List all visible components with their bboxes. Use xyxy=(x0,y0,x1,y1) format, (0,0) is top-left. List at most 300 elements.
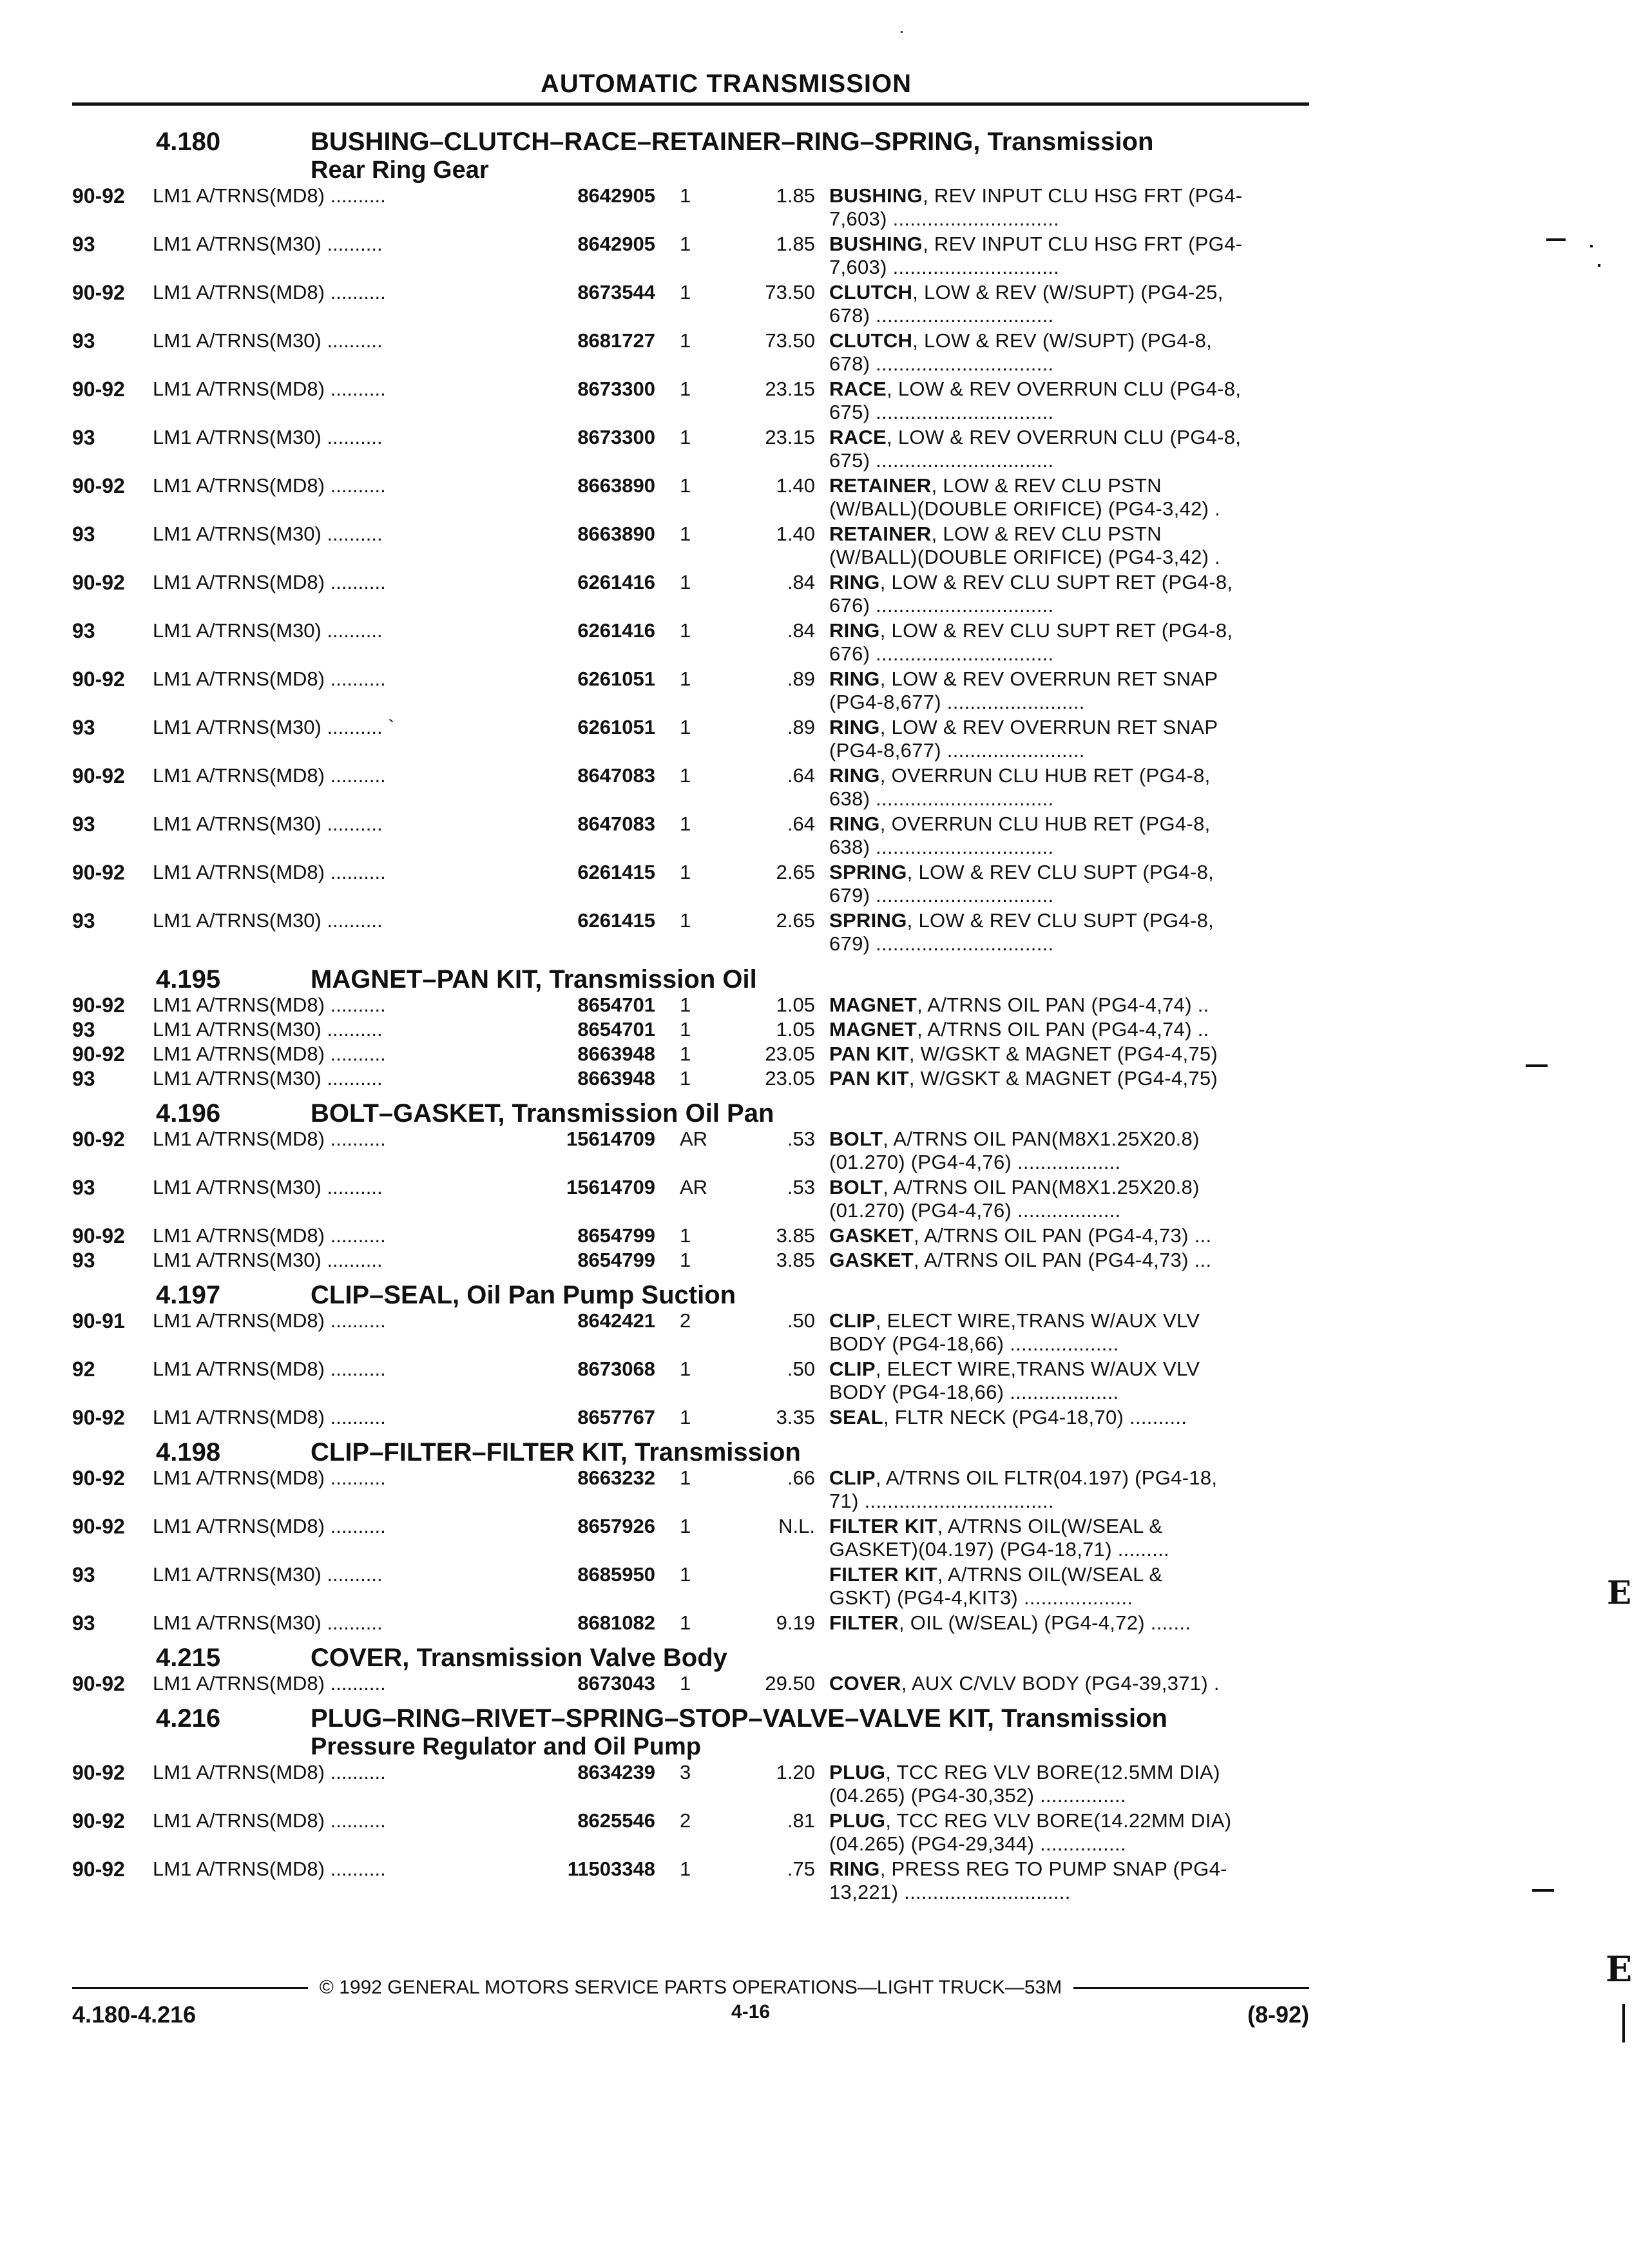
part-name: RING xyxy=(829,812,880,835)
application: LM1 A/TRNS(M30) .......... xyxy=(153,1563,383,1586)
section-number: 4.198 xyxy=(156,1438,221,1466)
application: LM1 A/TRNS(M30) .......... xyxy=(153,909,383,932)
part-name: SPRING xyxy=(829,861,907,883)
section-number: 4.195 xyxy=(156,965,221,994)
quantity: 1 xyxy=(680,1018,691,1041)
model-year: 93 xyxy=(72,523,95,546)
model-year: 90-92 xyxy=(72,1128,125,1151)
part-row xyxy=(72,1563,1335,1611)
part-row xyxy=(72,764,1335,812)
application: LM1 A/TRNS(M30) .......... xyxy=(153,233,383,255)
part-number: 8654799 xyxy=(577,1249,655,1271)
price: .66 xyxy=(787,1466,815,1489)
part-row xyxy=(72,426,1335,474)
part-name: FILTER xyxy=(829,1611,899,1634)
part-description xyxy=(829,1043,1335,1066)
quantity: 1 xyxy=(680,281,691,303)
part-detail: , A/TRNS OIL PAN (PG4-4,73) ... xyxy=(913,1224,1212,1247)
part-row xyxy=(72,1761,1335,1809)
price: 2.65 xyxy=(776,861,815,883)
section-title: MAGNET–PAN KIT, Transmission Oil xyxy=(311,965,757,994)
part-name: PLUG xyxy=(829,1809,886,1832)
part-detail: , LOW & REV CLU SUPT (PG4-8, 679) ............................... xyxy=(829,909,1214,955)
price: 73.50 xyxy=(765,281,815,303)
part-name: RING xyxy=(829,716,880,738)
section-heading xyxy=(72,1281,1335,1309)
model-year: 90-92 xyxy=(72,1466,125,1490)
part-name: RACE xyxy=(829,378,887,400)
part-detail: , LOW & REV OVERRUN RET SNAP (PG4-8,677) ........................ xyxy=(829,668,1218,713)
price: 73.50 xyxy=(765,329,815,352)
quantity: 1 xyxy=(680,523,691,545)
part-row xyxy=(72,1249,1335,1273)
part-number: 8663232 xyxy=(577,1466,655,1489)
application: LM1 A/TRNS(M30) .......... xyxy=(153,1611,383,1634)
part-name: CLIP xyxy=(829,1309,876,1332)
quantity: 3 xyxy=(680,1761,691,1783)
part-name: RACE xyxy=(829,426,887,448)
model-year: 90-92 xyxy=(72,474,125,497)
section-title: BUSHING–CLUTCH–RACE–RETAINER–RING–SPRING, Transmission xyxy=(311,128,1154,156)
part-description xyxy=(829,1809,1335,1856)
part-description xyxy=(829,1128,1335,1174)
price: .64 xyxy=(787,812,815,835)
part-description xyxy=(829,1858,1335,1904)
part-number: 8663890 xyxy=(577,523,655,545)
speck-mark xyxy=(901,31,903,33)
section-title: BOLT–GASKET, Transmission Oil Pan xyxy=(311,1099,774,1128)
application: LM1 A/TRNS(M30) .......... xyxy=(153,1018,383,1041)
part-detail: , TCC REG VLV BORE(12.5MM DIA) (04.265) (PG4-30,352) ............... xyxy=(829,1761,1220,1807)
part-name: BOLT xyxy=(829,1128,883,1150)
part-row xyxy=(72,1043,1335,1067)
price: .84 xyxy=(787,619,815,642)
quantity: 1 xyxy=(680,1466,691,1489)
part-name: SPRING xyxy=(829,909,907,932)
application: LM1 A/TRNS(M30) .......... xyxy=(153,619,383,642)
quantity: 1 xyxy=(680,668,691,690)
edge-letter: E xyxy=(1607,1573,1632,1611)
part-name: FILTER KIT xyxy=(829,1563,937,1586)
part-name: RING xyxy=(829,619,880,642)
part-name: CLUTCH xyxy=(829,281,913,303)
part-name: SEAL xyxy=(829,1406,883,1428)
application: LM1 A/TRNS(MD8) .......... xyxy=(153,994,386,1016)
margin-dot xyxy=(1590,245,1593,247)
application: LM1 A/TRNS(MD8) .......... xyxy=(153,571,386,593)
part-row xyxy=(72,1672,1335,1696)
application: LM1 A/TRNS(M30) .......... xyxy=(153,1067,383,1090)
price: .84 xyxy=(787,571,815,593)
quantity: 1 xyxy=(680,1611,691,1634)
part-detail: , FLTR NECK (PG4-18,70) .......... xyxy=(883,1406,1187,1428)
part-number: 6261051 xyxy=(577,668,655,690)
quantity: 2 xyxy=(680,1309,691,1332)
part-row xyxy=(72,474,1335,523)
part-description xyxy=(829,474,1335,521)
part-row xyxy=(72,1176,1335,1224)
part-number: 8647083 xyxy=(577,764,655,787)
model-year: 93 xyxy=(72,1176,95,1199)
part-description xyxy=(829,1466,1335,1513)
application: LM1 A/TRNS(M30) .......... ` xyxy=(153,716,395,738)
quantity: 1 xyxy=(680,1067,691,1090)
part-name: FILTER KIT xyxy=(829,1515,937,1537)
price: 1.20 xyxy=(776,1761,815,1783)
part-number: 8634239 xyxy=(577,1761,655,1783)
part-name: RING xyxy=(829,1858,880,1880)
part-description xyxy=(829,812,1335,859)
model-year: 90-92 xyxy=(72,764,125,787)
part-row xyxy=(72,571,1335,619)
quantity: 1 xyxy=(680,994,691,1016)
part-detail: , LOW & REV CLU SUPT RET (PG4-8, 676) ............................... xyxy=(829,619,1233,665)
part-number: 6261051 xyxy=(577,716,655,738)
part-name: MAGNET xyxy=(829,994,917,1016)
part-number: 6261415 xyxy=(577,861,655,883)
quantity: 1 xyxy=(680,1672,691,1695)
edge-letter: E xyxy=(1606,1948,1632,1990)
part-number: 8685950 xyxy=(577,1563,655,1586)
quantity: 1 xyxy=(680,764,691,787)
quantity: 1 xyxy=(680,909,691,932)
part-row xyxy=(72,1611,1335,1636)
edge-bar xyxy=(1622,2004,1625,2042)
part-number: 8673068 xyxy=(577,1358,655,1380)
model-year: 90-92 xyxy=(72,1515,125,1538)
part-description xyxy=(829,619,1335,666)
model-year: 93 xyxy=(72,1249,95,1272)
quantity: 1 xyxy=(680,426,691,448)
part-detail: , LOW & REV CLU PSTN (W/BALL)(DOUBLE ORIFICE) (PG4-3,42) . xyxy=(829,523,1221,568)
part-name: RING xyxy=(829,764,880,787)
section-number: 4.215 xyxy=(156,1644,221,1672)
application: LM1 A/TRNS(MD8) .......... xyxy=(153,764,386,787)
part-name: BOLT xyxy=(829,1176,883,1198)
part-description xyxy=(829,909,1335,956)
part-description xyxy=(829,764,1335,811)
part-detail: , W/GSKT & MAGNET (PG4-4,75) xyxy=(908,1067,1218,1090)
part-description xyxy=(829,1406,1335,1429)
application: LM1 A/TRNS(M30) .......... xyxy=(153,1249,383,1271)
part-description xyxy=(829,184,1335,231)
margin-dot xyxy=(1598,264,1600,267)
part-number: 8663948 xyxy=(577,1067,655,1090)
part-name: PAN KIT xyxy=(829,1043,909,1065)
section-title: PLUG–RING–RIVET–SPRING–STOP–VALVE–VALVE KIT, Transmission xyxy=(311,1704,1167,1733)
model-year: 93 xyxy=(72,1018,95,1041)
section-4-180 xyxy=(72,128,1335,957)
copyright-text: © 1992 GENERAL MOTORS SERVICE PARTS OPERATIONS—LIGHT TRUCK—53M xyxy=(319,1977,1062,1998)
quantity: 1 xyxy=(680,1563,691,1586)
application: LM1 A/TRNS(M30) .......... xyxy=(153,812,383,835)
part-number: 8654701 xyxy=(577,1018,655,1041)
part-number: 8654701 xyxy=(577,994,655,1016)
application: LM1 A/TRNS(MD8) .......... xyxy=(153,1358,386,1380)
part-description xyxy=(829,1018,1335,1041)
part-name: MAGNET xyxy=(829,1018,917,1041)
model-year: 93 xyxy=(72,426,95,449)
section-4-198 xyxy=(72,1438,1335,1636)
application: LM1 A/TRNS(MD8) .......... xyxy=(153,1043,386,1065)
part-number: 8625546 xyxy=(577,1809,655,1832)
application: LM1 A/TRNS(MD8) .......... xyxy=(153,861,386,883)
model-year: 93 xyxy=(72,812,95,836)
page-number: 4-16 xyxy=(731,2001,771,2023)
part-row xyxy=(72,184,1335,233)
part-row xyxy=(72,1224,1335,1249)
application: LM1 A/TRNS(MD8) .......... xyxy=(153,378,386,400)
quantity: 1 xyxy=(680,1406,691,1428)
part-detail: , LOW & REV (W/SUPT) (PG4-8, 678) ............................... xyxy=(829,329,1213,375)
application: LM1 A/TRNS(MD8) .......... xyxy=(153,1515,386,1537)
part-detail: , LOW & REV CLU PSTN (W/BALL)(DOUBLE ORIFICE) (PG4-3,42) . xyxy=(829,474,1221,520)
part-number: 8681082 xyxy=(577,1611,655,1634)
price: 23.05 xyxy=(765,1043,815,1065)
page-title: AUTOMATIC TRANSMISSION xyxy=(540,70,912,98)
model-year: 90-92 xyxy=(72,994,125,1017)
price: .50 xyxy=(787,1309,815,1332)
header-rule xyxy=(72,102,1309,106)
application: LM1 A/TRNS(MD8) .......... xyxy=(153,1128,386,1150)
quantity: 1 xyxy=(680,861,691,883)
section-heading xyxy=(72,1438,1335,1466)
model-year: 90-92 xyxy=(72,1406,125,1429)
part-detail: , OIL (W/SEAL) (PG4-4,72) ....... xyxy=(898,1611,1191,1634)
section-heading xyxy=(72,128,1335,184)
part-description xyxy=(829,426,1335,472)
model-year: 93 xyxy=(72,329,95,352)
price: 1.05 xyxy=(776,994,815,1016)
part-description xyxy=(829,1176,1335,1222)
part-number: 8647083 xyxy=(577,812,655,835)
part-detail: , ELECT WIRE,TRANS W/AUX VLV BODY (PG4-18,66) ................... xyxy=(829,1309,1200,1355)
model-year: 90-92 xyxy=(72,1761,125,1784)
section-subtitle: Rear Ring Gear xyxy=(311,157,489,184)
part-detail: , A/TRNS OIL(W/SEAL & GASKET)(04.197) (PG4-18,71) ......... xyxy=(829,1515,1169,1561)
part-number: 8642905 xyxy=(577,184,655,207)
part-row xyxy=(72,619,1335,668)
part-number: 8663948 xyxy=(577,1043,655,1065)
part-detail: , A/TRNS OIL(W/SEAL & GSKT) (PG4-4,KIT3) ................... xyxy=(829,1563,1163,1609)
quantity: 2 xyxy=(680,1809,691,1832)
section-heading xyxy=(72,1099,1335,1128)
part-detail: , PRESS REG TO PUMP SNAP (PG4- 13,221) ............................. xyxy=(829,1858,1227,1903)
quantity: 1 xyxy=(680,233,691,255)
part-detail: , OVERRUN CLU HUB RET (PG4-8, 638) ............................... xyxy=(829,812,1211,858)
part-description xyxy=(829,523,1335,569)
part-row xyxy=(72,1406,1335,1430)
part-number: 6261415 xyxy=(577,909,655,932)
quantity: 1 xyxy=(680,1043,691,1065)
quantity: 1 xyxy=(680,716,691,738)
margin-dash xyxy=(1532,1889,1554,1892)
part-description xyxy=(829,571,1335,617)
part-number: 8654799 xyxy=(577,1224,655,1247)
price: .53 xyxy=(787,1128,815,1150)
model-year: 90-92 xyxy=(72,184,125,207)
section-subtitle: Pressure Regulator and Oil Pump xyxy=(311,1733,702,1760)
part-row xyxy=(72,378,1335,426)
part-number: 8642905 xyxy=(577,233,655,255)
part-description xyxy=(829,994,1335,1017)
part-name: PLUG xyxy=(829,1761,886,1783)
part-description xyxy=(829,716,1335,762)
part-description xyxy=(829,668,1335,714)
quantity: AR xyxy=(680,1176,708,1198)
application: LM1 A/TRNS(MD8) .......... xyxy=(153,1466,386,1489)
part-detail: , TCC REG VLV BORE(14.22MM DIA) (04.265) (PG4-29,344) ............... xyxy=(829,1809,1232,1855)
price: .64 xyxy=(787,764,815,787)
part-description xyxy=(829,1067,1335,1090)
part-description xyxy=(829,329,1335,376)
part-detail: , A/TRNS OIL PAN(M8X1.25X20.8) (01.270) (PG4-4,76) .................. xyxy=(829,1176,1200,1222)
page-header xyxy=(72,70,1309,106)
part-detail: , LOW & REV (W/SUPT) (PG4-25, 678) ............................... xyxy=(829,281,1224,327)
application: LM1 A/TRNS(MD8) .......... xyxy=(153,1406,386,1428)
price: 23.15 xyxy=(765,378,815,400)
part-row xyxy=(72,1067,1335,1091)
application: LM1 A/TRNS(MD8) .......... xyxy=(153,1761,386,1783)
section-4-197 xyxy=(72,1281,1335,1430)
model-year: 90-92 xyxy=(72,281,125,304)
quantity: 1 xyxy=(680,571,691,593)
part-row xyxy=(72,1809,1335,1858)
part-name: CLUTCH xyxy=(829,329,913,352)
quantity: 1 xyxy=(680,812,691,835)
part-number: 8673043 xyxy=(577,1672,655,1695)
part-description xyxy=(829,1563,1335,1610)
quantity: 1 xyxy=(680,184,691,207)
part-detail: , LOW & REV OVERRUN CLU (PG4-8, 675) ............................... xyxy=(829,426,1242,472)
parts-list xyxy=(72,120,1335,1906)
part-row xyxy=(72,909,1335,957)
section-number: 4.216 xyxy=(156,1704,221,1733)
application: LM1 A/TRNS(MD8) .......... xyxy=(153,1858,386,1880)
part-row xyxy=(72,994,1335,1018)
section-number: 4.197 xyxy=(156,1281,221,1309)
model-year: 90-92 xyxy=(72,1224,125,1247)
part-name: BUSHING xyxy=(829,184,923,207)
part-description xyxy=(829,1224,1335,1247)
price: .81 xyxy=(787,1809,815,1832)
price: 23.05 xyxy=(765,1067,815,1090)
part-description xyxy=(829,1672,1335,1695)
application: LM1 A/TRNS(MD8) .......... xyxy=(153,1672,386,1695)
part-description xyxy=(829,1309,1335,1356)
section-heading xyxy=(72,1644,1335,1672)
part-name: PAN KIT xyxy=(829,1067,909,1090)
part-row xyxy=(72,523,1335,571)
application: LM1 A/TRNS(M30) .......... xyxy=(153,329,383,352)
part-row xyxy=(72,668,1335,716)
part-number: 8663890 xyxy=(577,474,655,497)
part-name: CLIP xyxy=(829,1466,876,1489)
application: LM1 A/TRNS(MD8) .......... xyxy=(153,1309,386,1332)
quantity: AR xyxy=(680,1128,708,1150)
page-footer xyxy=(72,1977,1309,2028)
part-row xyxy=(72,1128,1335,1176)
section-4-195 xyxy=(72,965,1335,1091)
part-description xyxy=(829,233,1335,279)
part-name: CLIP xyxy=(829,1358,876,1380)
part-number: 6261416 xyxy=(577,619,655,642)
part-number: 8681727 xyxy=(577,329,655,352)
part-number: 15614709 xyxy=(566,1128,655,1150)
part-row xyxy=(72,861,1335,909)
model-year: 90-92 xyxy=(72,861,125,884)
part-detail: , REV INPUT CLU HSG FRT (PG4- 7,603) ............................. xyxy=(829,233,1243,278)
part-name: GASKET xyxy=(829,1249,914,1271)
model-year: 90-92 xyxy=(72,571,125,594)
part-number: 6261416 xyxy=(577,571,655,593)
price: .89 xyxy=(787,716,815,738)
section-number: 4.196 xyxy=(156,1099,221,1128)
application: LM1 A/TRNS(MD8) .......... xyxy=(153,668,386,690)
part-row xyxy=(72,1466,1335,1515)
part-row xyxy=(72,1018,1335,1043)
part-description xyxy=(829,378,1335,424)
part-row xyxy=(72,329,1335,378)
quantity: 1 xyxy=(680,378,691,400)
part-number: 8673544 xyxy=(577,281,655,303)
price: 1.85 xyxy=(776,184,815,207)
part-number: 8657767 xyxy=(577,1406,655,1428)
model-year: 93 xyxy=(72,1067,95,1090)
footer-rule-left xyxy=(72,1987,308,1989)
price: .75 xyxy=(787,1858,815,1880)
section-title: COVER, Transmission Valve Body xyxy=(311,1644,727,1672)
model-year: 90-92 xyxy=(72,378,125,401)
margin-dash xyxy=(1546,238,1566,241)
quantity: 1 xyxy=(680,474,691,497)
model-year: 92 xyxy=(72,1358,95,1381)
part-name: GASKET xyxy=(829,1224,914,1247)
price: 23.15 xyxy=(765,426,815,448)
part-detail: , AUX C/VLV BODY (PG4-39,371) . xyxy=(901,1672,1220,1695)
part-row xyxy=(72,812,1335,861)
part-name: RING xyxy=(829,571,880,593)
price: 1.05 xyxy=(776,1018,815,1041)
section-range: 4.180-4.216 xyxy=(72,2001,197,2028)
model-year: 90-91 xyxy=(72,1309,125,1332)
model-year: 93 xyxy=(72,716,95,739)
application: LM1 A/TRNS(M30) .......... xyxy=(153,1176,383,1198)
quantity: 1 xyxy=(680,1249,691,1271)
section-heading xyxy=(72,965,1335,994)
part-description xyxy=(829,1515,1335,1561)
revision-date: (8-92) xyxy=(1247,2001,1309,2028)
model-year: 90-92 xyxy=(72,1858,125,1881)
price: .50 xyxy=(787,1358,815,1380)
section-4-215 xyxy=(72,1644,1335,1696)
part-detail: , LOW & REV CLU SUPT (PG4-8, 679) ............................... xyxy=(829,861,1214,907)
price: 3.85 xyxy=(776,1249,815,1271)
part-detail: , LOW & REV CLU SUPT RET (PG4-8, 676) ............................... xyxy=(829,571,1233,617)
part-number: 11503348 xyxy=(567,1858,655,1880)
price: 1.40 xyxy=(776,474,815,497)
part-detail: , A/TRNS OIL PAN (PG4-4,74) .. xyxy=(917,994,1209,1016)
part-name: RING xyxy=(829,668,880,690)
model-year: 93 xyxy=(72,619,95,642)
price: 2.65 xyxy=(776,909,815,932)
price: 3.35 xyxy=(776,1406,815,1428)
part-name: RETAINER xyxy=(829,474,932,497)
part-description xyxy=(829,1611,1335,1635)
model-year: 93 xyxy=(72,233,95,256)
model-year: 93 xyxy=(72,1563,95,1586)
part-row xyxy=(72,1358,1335,1406)
